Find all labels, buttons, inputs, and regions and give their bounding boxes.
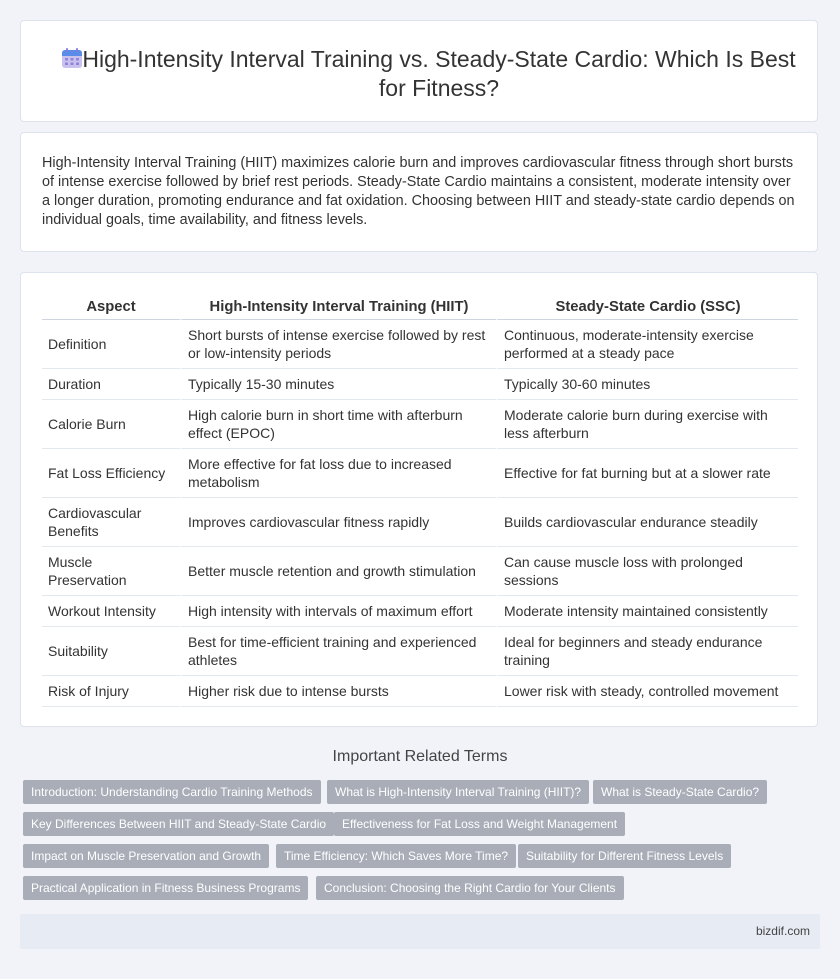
hiit-cell: High intensity with intervals of maximum effort: [180, 596, 496, 627]
table-row: [42, 627, 798, 676]
tag-what-is-hiit[interactable]: What is High-Intensity Interval Training (HIIT)?: [327, 780, 589, 804]
footer: [20, 914, 820, 949]
ssc-cell: Builds cardiovascular endurance steadily: [496, 498, 798, 547]
page-title: High-Intensity Interval Training vs. Steady-State Cardio: Which Is Best for Fitness?: [82, 46, 796, 101]
tag-muscle-preservation[interactable]: Impact on Muscle Preservation and Growth: [23, 844, 269, 868]
aspect-cell: Duration: [42, 369, 180, 400]
calendar-icon: [61, 47, 83, 69]
hiit-cell: More effective for fat loss due to increased metabolism: [180, 449, 496, 498]
tag-intro-cardio-methods[interactable]: Introduction: Understanding Cardio Training Methods: [23, 780, 321, 804]
aspect-cell: Muscle Preservation: [42, 547, 180, 596]
site-name[interactable]: bizdif.com: [755, 924, 810, 938]
tag-suitability-fitness-levels[interactable]: Suitability for Different Fitness Levels: [518, 844, 731, 868]
table-row: [42, 449, 798, 498]
related-terms-heading: Important Related Terms: [332, 748, 508, 765]
ssc-cell: Moderate calorie burn during exercise with less afterburn: [496, 400, 798, 449]
aspect-cell: Workout Intensity: [42, 596, 180, 627]
table-row: [42, 400, 798, 449]
table-row: [42, 596, 798, 627]
hiit-cell: Higher risk due to intense bursts: [180, 676, 496, 707]
hiit-cell: Better muscle retention and growth stimulation: [180, 547, 496, 596]
aspect-cell: Definition: [42, 320, 180, 369]
ssc-cell: Effective for fat burning but at a slower rate: [496, 449, 798, 498]
column-header-ssc: Steady-State Cardio (SSC): [496, 295, 798, 320]
ssc-cell: Can cause muscle loss with prolonged sessions: [496, 547, 798, 596]
tag-practical-application[interactable]: Practical Application in Fitness Business Programs: [23, 876, 308, 900]
table-header-row: [42, 295, 798, 320]
tag-conclusion[interactable]: Conclusion: Choosing the Right Cardio for Your Clients: [316, 876, 624, 900]
hiit-cell: Short bursts of intense exercise followed by rest or low-intensity periods: [180, 320, 496, 369]
ssc-cell: Moderate intensity maintained consistently: [496, 596, 798, 627]
tag-key-differences[interactable]: Key Differences Between HIIT and Steady-State Cardio: [23, 812, 334, 836]
column-header-aspect: Aspect: [42, 295, 180, 320]
ssc-cell: Lower risk with steady, controlled movement: [496, 676, 798, 707]
table-row: [42, 676, 798, 707]
table-row: [42, 498, 798, 547]
aspect-cell: Fat Loss Efficiency: [42, 449, 180, 498]
tag-time-efficiency[interactable]: Time Efficiency: Which Saves More Time?: [276, 844, 516, 868]
table-row: [42, 320, 798, 369]
comparison-table: [42, 295, 798, 707]
comparison-table-card: [20, 272, 818, 727]
aspect-cell: Risk of Injury: [42, 676, 180, 707]
hiit-cell: Typically 15-30 minutes: [180, 369, 496, 400]
ssc-cell: Continuous, moderate-intensity exercise performed at a steady pace: [496, 320, 798, 369]
hiit-cell: High calorie burn in short time with afterburn effect (EPOC): [180, 400, 496, 449]
intro-card: [20, 132, 818, 252]
aspect-cell: Calorie Burn: [42, 400, 180, 449]
table-row: [42, 369, 798, 400]
ssc-cell: Typically 30-60 minutes: [496, 369, 798, 400]
tag-fat-loss-effectiveness[interactable]: Effectiveness for Fat Loss and Weight Management: [334, 812, 625, 836]
hiit-cell: Best for time-efficient training and experienced athletes: [180, 627, 496, 676]
hiit-cell: Improves cardiovascular fitness rapidly: [180, 498, 496, 547]
table-row: [42, 547, 798, 596]
aspect-cell: Suitability: [42, 627, 180, 676]
intro-text: High-Intensity Interval Training (HIIT) maximizes calorie burn and improves cardiovascular fitness through short bursts of intense exercise followed by brief rest periods. Steady-State Cardio maintains a consistent, moderate intensity over a longer duration, promoting endurance and fat oxidation. Choosing between HIIT and steady-state cardio depends on individual goals, time availability, and fitness levels.: [42, 155, 795, 228]
aspect-cell: Cardiovascular Benefits: [42, 498, 180, 547]
column-header-hiit: High-Intensity Interval Training (HIIT): [180, 295, 496, 320]
tag-what-is-steady-state[interactable]: What is Steady-State Cardio?: [593, 780, 767, 804]
ssc-cell: Ideal for beginners and steady endurance training: [496, 627, 798, 676]
title-card: [20, 20, 818, 122]
